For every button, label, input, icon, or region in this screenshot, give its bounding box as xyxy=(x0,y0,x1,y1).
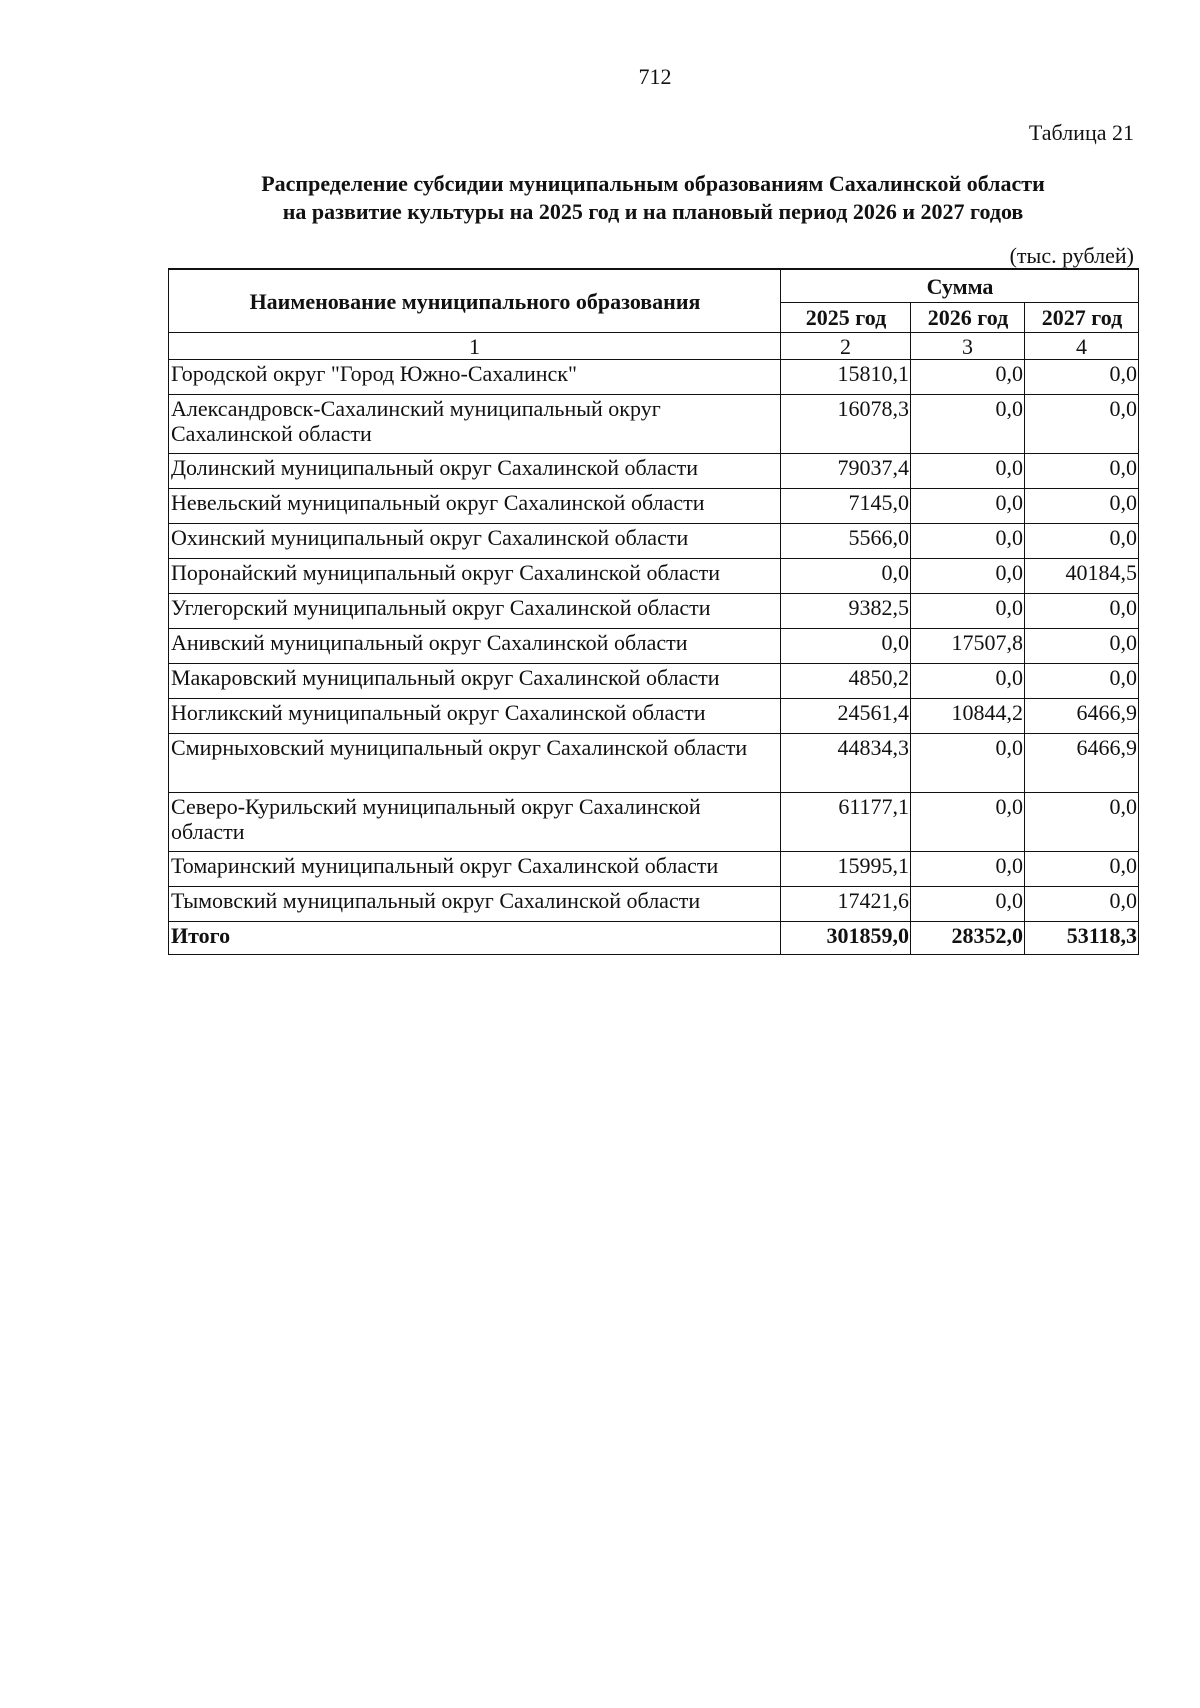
header-name: Наименование муниципального образования xyxy=(169,269,781,333)
table-row xyxy=(169,360,1139,395)
table-row xyxy=(169,664,1139,699)
column-number-1: 1 xyxy=(169,333,781,360)
table-row xyxy=(169,559,1139,594)
value-2027: 6466,9 xyxy=(1025,734,1139,793)
municipality-name: Охинский муниципальный округ Сахалинской области xyxy=(169,524,781,559)
value-2027: 0,0 xyxy=(1025,887,1139,922)
municipality-name: Тымовский муниципальный округ Сахалинской области xyxy=(169,887,781,922)
page-number: 712 xyxy=(638,64,672,89)
value-2027: 40184,5 xyxy=(1025,559,1139,594)
title-line-1: Распределение субсидии муниципальным образованиям Сахалинской области xyxy=(261,171,1045,196)
column-number-3: 3 xyxy=(911,333,1025,360)
value-2025: 15995,1 xyxy=(781,852,911,887)
header-year-2025: 2025 год xyxy=(781,303,911,333)
value-2026: 0,0 xyxy=(911,395,1025,454)
value-2026: 17507,8 xyxy=(911,629,1025,664)
municipality-name: Поронайский муниципальный округ Сахалинской области xyxy=(169,559,781,594)
table-row xyxy=(169,524,1139,559)
municipality-name: Макаровский муниципальный округ Сахалинской области xyxy=(169,664,781,699)
value-2027: 0,0 xyxy=(1025,524,1139,559)
value-2026: 0,0 xyxy=(911,454,1025,489)
value-2027: 6466,9 xyxy=(1025,699,1139,734)
municipality-name: Северо-Курильский муниципальный округ Сахалинской области xyxy=(169,793,781,852)
title-line-2: на развитие культуры на 2025 год и на плановый период 2026 и 2027 годов xyxy=(282,199,1024,224)
value-2026: 0,0 xyxy=(911,360,1025,395)
municipality-name: Углегорский муниципальный округ Сахалинской области xyxy=(169,594,781,629)
municipality-name: Анивский муниципальный округ Сахалинской области xyxy=(169,629,781,664)
value-2026: 10844,2 xyxy=(911,699,1025,734)
value-2025: 9382,5 xyxy=(781,594,911,629)
value-2027: 0,0 xyxy=(1025,395,1139,454)
value-2026: 0,0 xyxy=(911,793,1025,852)
value-2026: 0,0 xyxy=(911,559,1025,594)
value-2026: 0,0 xyxy=(911,594,1025,629)
value-2025: 61177,1 xyxy=(781,793,911,852)
total-label: Итого xyxy=(169,922,781,955)
value-2025: 7145,0 xyxy=(781,489,911,524)
value-2027: 0,0 xyxy=(1025,793,1139,852)
table-row xyxy=(169,734,1139,793)
column-number-2: 2 xyxy=(781,333,911,360)
municipality-name: Ногликский муниципальный округ Сахалинской области xyxy=(169,699,781,734)
table-row xyxy=(169,629,1139,664)
table-row xyxy=(169,594,1139,629)
value-2027: 0,0 xyxy=(1025,594,1139,629)
table-row xyxy=(169,793,1139,852)
value-2025: 0,0 xyxy=(781,559,911,594)
table-row xyxy=(169,454,1139,489)
municipality-name: Невельский муниципальный округ Сахалинской области xyxy=(169,489,781,524)
table-label: Таблица 21 xyxy=(1028,120,1134,145)
table-row xyxy=(169,395,1139,454)
value-2025: 17421,6 xyxy=(781,887,911,922)
value-2025: 15810,1 xyxy=(781,360,911,395)
subsidy-table xyxy=(168,268,1139,955)
municipality-name: Александровск-Сахалинский муниципальный округ Сахалинской области xyxy=(169,395,781,454)
value-2026: 0,0 xyxy=(911,524,1025,559)
total-2026: 28352,0 xyxy=(911,922,1025,955)
value-2027: 0,0 xyxy=(1025,629,1139,664)
value-2025: 79037,4 xyxy=(781,454,911,489)
header-year-2027: 2027 год xyxy=(1025,303,1139,333)
value-2027: 0,0 xyxy=(1025,664,1139,699)
table-row xyxy=(169,887,1139,922)
units-label: (тыс. рублей) xyxy=(1009,243,1134,268)
column-number-4: 4 xyxy=(1025,333,1139,360)
total-2027: 53118,3 xyxy=(1025,922,1139,955)
value-2025: 16078,3 xyxy=(781,395,911,454)
value-2027: 0,0 xyxy=(1025,852,1139,887)
value-2025: 0,0 xyxy=(781,629,911,664)
value-2026: 0,0 xyxy=(911,734,1025,793)
value-2025: 4850,2 xyxy=(781,664,911,699)
total-2025: 301859,0 xyxy=(781,922,911,955)
value-2025: 5566,0 xyxy=(781,524,911,559)
municipality-name: Городской округ "Город Южно-Сахалинск" xyxy=(169,360,781,395)
document-title xyxy=(160,170,1146,226)
value-2027: 0,0 xyxy=(1025,360,1139,395)
table-row xyxy=(169,699,1139,734)
total-row xyxy=(169,922,1139,955)
value-2026: 0,0 xyxy=(911,489,1025,524)
header-sum: Сумма xyxy=(781,269,1139,303)
header-year-2026: 2026 год xyxy=(911,303,1025,333)
municipality-name: Томаринский муниципальный округ Сахалинской области xyxy=(169,852,781,887)
municipality-name: Смирныховский муниципальный округ Сахалинской области xyxy=(169,734,781,793)
table-row xyxy=(169,852,1139,887)
value-2026: 0,0 xyxy=(911,852,1025,887)
value-2026: 0,0 xyxy=(911,887,1025,922)
municipality-name: Долинский муниципальный округ Сахалинской области xyxy=(169,454,781,489)
value-2026: 0,0 xyxy=(911,664,1025,699)
value-2027: 0,0 xyxy=(1025,454,1139,489)
value-2025: 24561,4 xyxy=(781,699,911,734)
value-2025: 44834,3 xyxy=(781,734,911,793)
value-2027: 0,0 xyxy=(1025,489,1139,524)
table-row xyxy=(169,489,1139,524)
